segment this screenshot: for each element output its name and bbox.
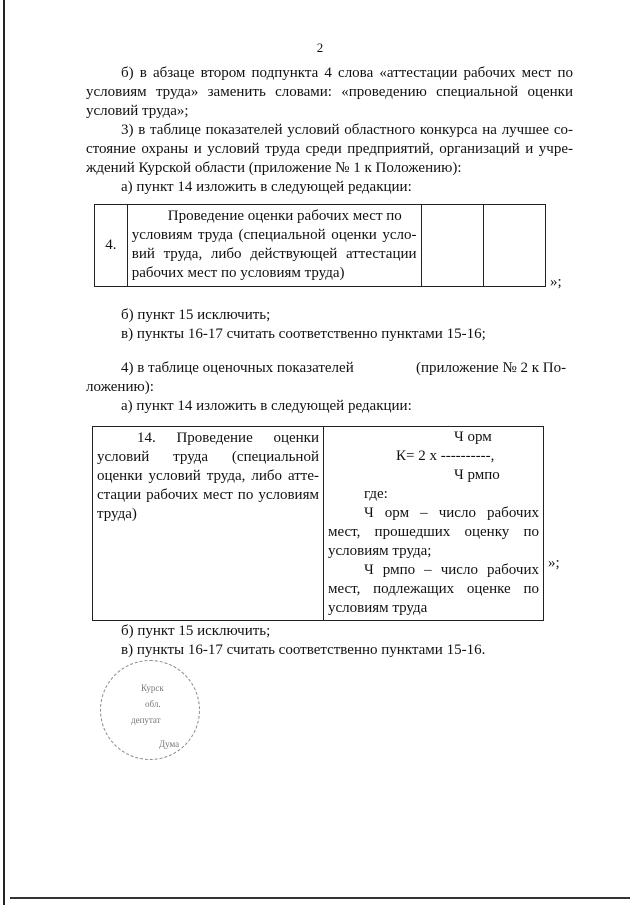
table2-left-line-1: 14. Проведение оценки <box>137 430 319 446</box>
page-number: 2 <box>316 40 324 55</box>
table2-left-line-5: труда) <box>97 506 137 522</box>
table1-text-line-4: рабочих мест по условиям труда) <box>131 265 345 281</box>
para-4-left: 4) в таблице оценочных показателей <box>121 360 354 376</box>
table1-empty-cell-2 <box>483 205 545 287</box>
def1-line-3: условиям труда; <box>327 543 432 559</box>
def1-line-1: Ч орм – число рабочих <box>363 505 539 521</box>
para-b1-line-2: условиям труда» заменить словами: «проведению специальной оценки <box>86 84 573 100</box>
formula-denominator: Ч рмпо <box>453 467 500 483</box>
para-3-line-2: стояние охраны и условий труда среди предприятий, организаций и учре- <box>86 141 573 157</box>
def2-line-1: Ч рмпо – число рабочих <box>363 562 539 578</box>
stamp-text-2: обл. <box>145 699 161 709</box>
left-margin-rule <box>3 0 5 905</box>
table1-num: 4. <box>105 237 117 253</box>
table1-text-cell <box>127 205 421 287</box>
para-a1: а) пункт 14 изложить в следующей редакции: <box>121 179 412 195</box>
table2-close-quote: »; <box>548 555 560 571</box>
formula-where: где: <box>363 486 388 502</box>
para-b3: б) пункт 15 исключить; <box>121 623 271 639</box>
para-4-right: (приложение № 2 к По- <box>416 360 567 376</box>
table2-right-cell <box>323 427 543 621</box>
def2-line-2: мест, подлежащих оценке по <box>327 581 539 597</box>
stamp-text-4: Дума <box>159 739 180 749</box>
para-b1-line-1: б) в абзаце втором подпункта 4 слова «аттестации рабочих мест по <box>121 65 573 81</box>
table2-left-line-2: условий труда (специальной <box>97 449 319 465</box>
table1-text-line-3: вий труда, либо действующей аттестации <box>131 246 417 262</box>
bottom-rule <box>10 897 630 899</box>
table1-text-line-1: Проведение оценки рабочих мест по <box>167 208 402 224</box>
def1-line-2: мест, прошедших оценку по <box>327 524 539 540</box>
seal-stamp <box>100 660 200 760</box>
table1-empty-cell-1 <box>421 205 483 287</box>
table1-close-quote: »; <box>550 274 562 290</box>
formula-numerator: Ч орм <box>453 429 492 445</box>
table1-num-cell <box>95 205 128 287</box>
para-v2: в) пункты 16-17 считать соответственно пунктами 15-16; <box>121 326 486 342</box>
table2-left-line-4: стации рабочих мест по условиям <box>97 487 319 503</box>
para-4-cont: ложению): <box>86 379 154 395</box>
formula-main: К= 2 х ----------, <box>395 448 495 464</box>
table-criteria-1 <box>94 204 546 287</box>
table1-text-line-2: условиям труда (специальной оценки усло- <box>131 227 417 243</box>
stamp-text-1: Курск <box>141 683 164 693</box>
para-b2: б) пункт 15 исключить; <box>121 307 271 323</box>
para-3-line-1: 3) в таблице показателей условий областного конкурса на лучшее со- <box>121 122 573 138</box>
table2-left-cell <box>93 427 324 621</box>
para-a2: а) пункт 14 изложить в следующей редакции: <box>121 398 412 414</box>
para-v3: в) пункты 16-17 считать соответственно пунктами 15-16. <box>121 642 486 658</box>
table-criteria-2 <box>92 426 544 621</box>
def2-line-3: условиям труда <box>327 600 428 616</box>
table2-left-line-3: оценки условий труда, либо атте- <box>97 468 319 484</box>
stamp-text-3: депутат <box>131 715 161 725</box>
para-b1-line-3: условий труда»; <box>86 103 189 119</box>
para-3-line-3: ждений Курской области (приложение № 1 к Положению): <box>86 160 462 176</box>
